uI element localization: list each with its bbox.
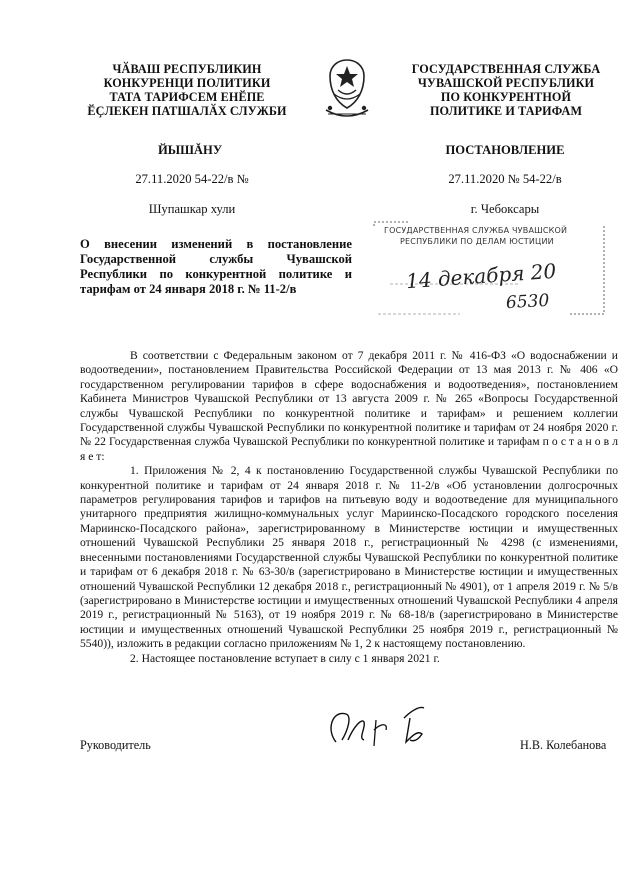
signer-title: Руководитель [80, 738, 151, 752]
body-paragraph-preamble: В соответствии с Федеральным законом от 7 декабря 2011 г. № 416-ФЗ «О водоснабжении и водоотведении», постановлением Правительства Российской Федерации от 13 мая 2013 г. № 406 «О государственном регулировании тарифов в сфере водоснабжения и водоотведения», постановлением Кабинета Министров Чувашской Республики от 13 августа 2009 г. № 265 «Вопросы Государственной службы Чувашской Республики по конкурентной политике и тарифам» и решением коллегии Государственной службы Чувашской Республики по конкурентной политике и тарифам от 24 ноября 2020 г. № 22 Государственная служба Чувашской Республики по конкурентной политике и тарифам п о с т а н о в л я е т: [80, 349, 618, 463]
stamp-line-2: РЕСПУБЛИКИ ПО ДЕЛАМ ЮСТИЦИИ [400, 237, 554, 246]
handwritten-signature [318, 700, 458, 760]
coat-of-arms-emblem [320, 56, 374, 124]
city-russian: г. Чебоксары [470, 202, 540, 216]
stamp-handwritten-date: 14 декабря 20 [405, 258, 557, 294]
doc-type-russian: ПОСТАНОВЛЕНИЕ [445, 143, 565, 157]
stamp-line-1: ГОСУДАРСТВЕННАЯ СЛУЖБА ЧУВАШСКОЙ [384, 226, 568, 235]
doc-number-chuvash: 27.11.2020 54-22/в № [135, 172, 249, 186]
city-chuvash: Шупашкар хули [148, 202, 236, 216]
body-paragraph-item-1: 1. Приложения № 2, 4 к постановлению Государственной службы Чувашской Республики по конкурентной политике и тарифам от 24 января 2018 г. № 11-2/в «Об установлении долгосрочных параметров регулирования тарифов и тарифов на питьевую воду и водоотведение для муниципального унитарного предприятия жилищно-коммунальных услуг Мариинско-Посадского городского поселения Мариинско-Посадского района», зарегистрированному в Министерстве юстиции и имущественных отношений Чувашской Республики 25 января 2018 г., регистрационный № 4298 (с изменениями, внесенными постановлениями Государственной службы Чувашской Республики по конкурентной политике и тарифам от 6 декабря 2018 г. № 63-30/в (зарегистрировано в Министерстве юстиции и имущественных отношений Чувашской Республики 12 декабря 2018 г., регистрационный № 4901), от 1 апреля 2019 г. № 5/в (зарегистрировано в Министерстве юстиции и имущественных отношений Чувашской Республики 4 апреля 2019 г., регистрационный № 5163), от 19 ноября 2019 г. № 68-18/в (зарегистрировано в Министерстве юстиции и имущественных отношений Чувашской Республики 25 ноября 2019 г., регистрационный № 5540)), изложить в редакции согласно приложениям № 1, 2 к настоящему постановлению. [80, 464, 618, 651]
body-paragraph-item-2: 2. Настоящее постановление вступает в силу с 1 января 2021 г. [130, 651, 440, 665]
doc-number-russian: 27.11.2020 № 54-22/в [448, 172, 562, 186]
header-org-chuvash: ЧӐВАШ РЕСПУБЛИКИН КОНКУРЕНЦИ ПОЛИТИКИ ТАТА ТАРИФСЕМ ЕНӖПЕ ӖҪЛЕКЕН ПАТШАЛӐХ СЛУЖБИ [87, 62, 287, 118]
header-org-russian: ГОСУДАРСТВЕННАЯ СЛУЖБА ЧУВАШСКОЙ РЕСПУБЛИКИ ПО КОНКУРЕНТНОЙ ПОЛИТИКЕ И ТАРИФАМ [411, 62, 601, 118]
doc-type-chuvash: ЙЫШĂНУ [157, 143, 223, 157]
signer-name: Н.В. Колебанова [520, 738, 607, 752]
document-body [80, 349, 618, 666]
registration-stamp [370, 220, 608, 320]
document-subject: О внесении изменений в постановление Государственной службы Чувашской Республики по конкурентной политике и тарифам от 24 января 2018 г. № 11-2/в [80, 237, 352, 296]
stamp-handwritten-number: 6530 [505, 290, 550, 314]
